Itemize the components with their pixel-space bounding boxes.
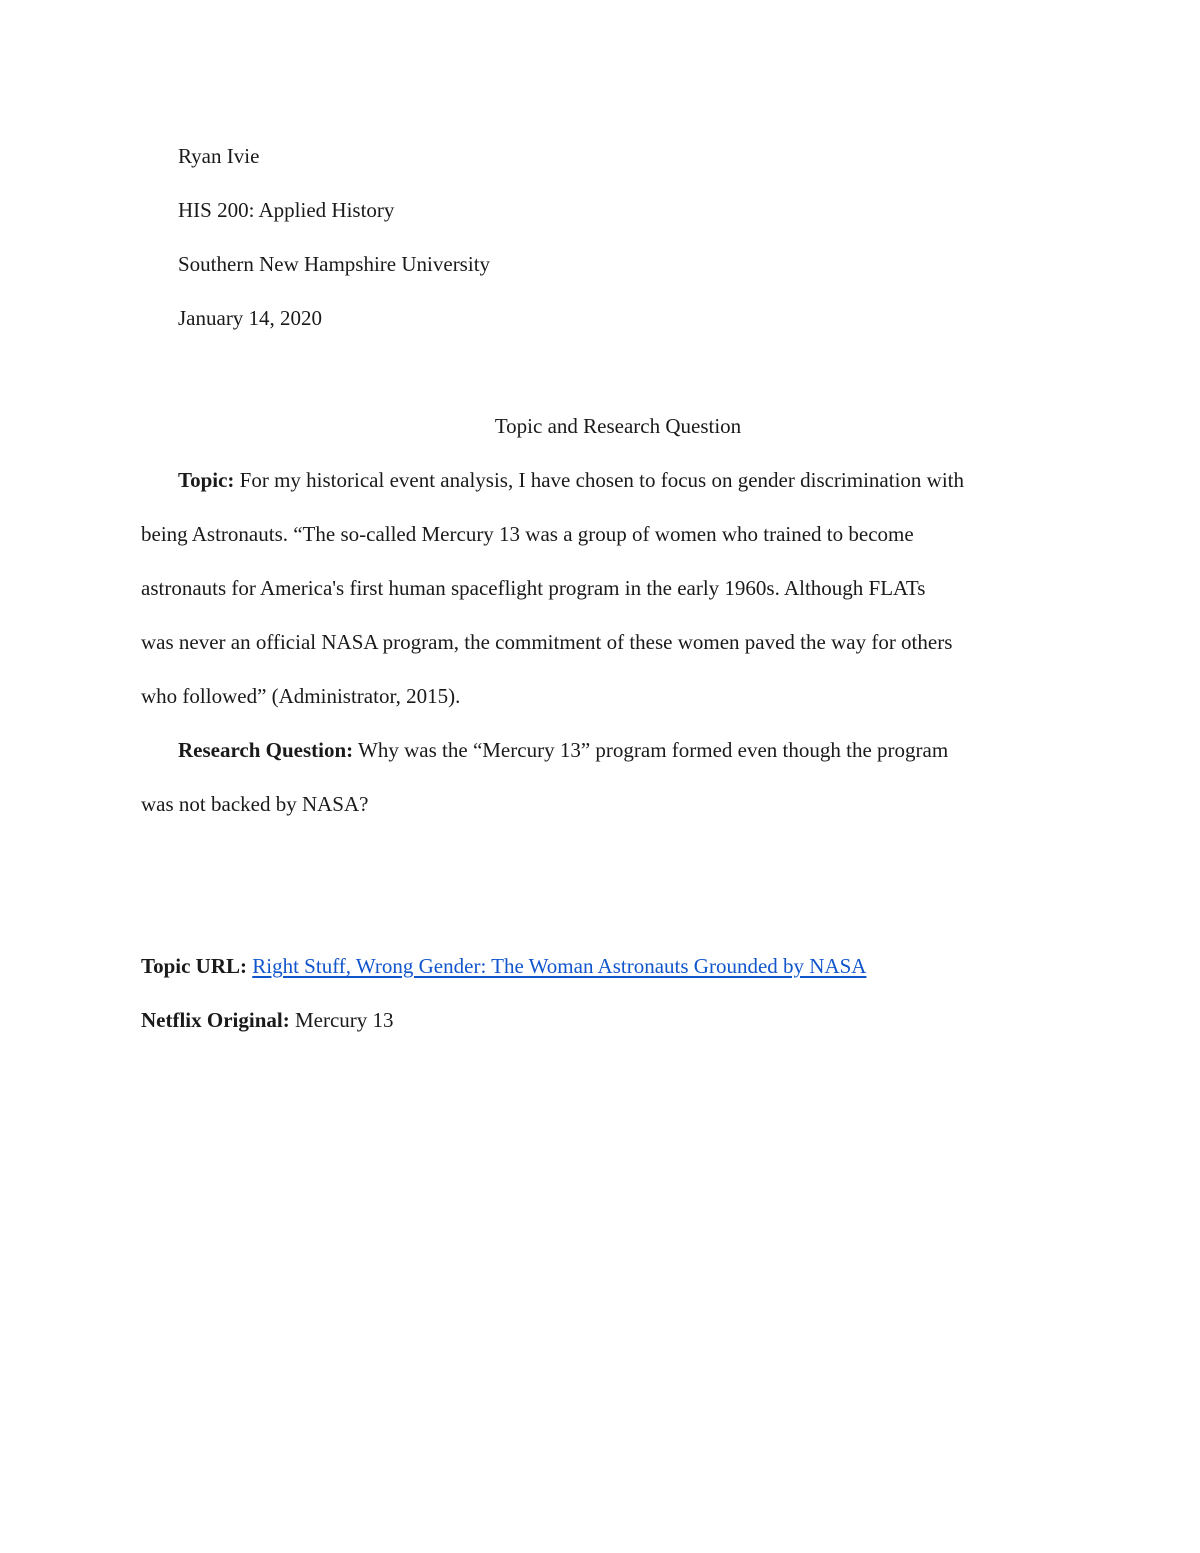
topic-line-3: astronauts for America's first human spaceflight program in the early 1960s. Although FLATs xyxy=(141,576,926,600)
topic-url-link[interactable]: Right Stuff, Wrong Gender: The Woman Astronauts Grounded by NASA xyxy=(252,954,867,978)
research-question-label: Research Question: xyxy=(178,738,354,762)
topic-line-5: who followed” (Administrator, 2015). xyxy=(141,684,461,708)
research-question-line-2: was not backed by NASA? xyxy=(141,792,369,816)
document-date: January 14, 2020 xyxy=(178,306,323,330)
document-title: Topic and Research Question xyxy=(494,414,742,438)
topic-line-2: being Astronauts. “The so-called Mercury 13 was a group of women who trained to become xyxy=(141,522,914,546)
topic-text: For my historical event analysis, I have chosen to focus on gender discrimination with xyxy=(234,468,965,492)
topic-line-4: was never an official NASA program, the commitment of these women paved the way for others xyxy=(141,630,953,654)
topic-line-1 xyxy=(178,470,964,491)
institution-name: Southern New Hampshire University xyxy=(178,252,491,276)
topic-url-line xyxy=(141,956,866,977)
netflix-value: Mercury 13 xyxy=(289,1008,394,1032)
netflix-label: Netflix Original: xyxy=(141,1008,290,1032)
netflix-line xyxy=(141,1010,394,1031)
topic-url-label: Topic URL: xyxy=(141,954,247,978)
research-question-line-1 xyxy=(178,740,948,761)
course-name: HIS 200: Applied History xyxy=(178,198,395,222)
topic-label: Topic: xyxy=(178,468,235,492)
author-name: Ryan Ivie xyxy=(178,144,260,168)
research-question-text: Why was the “Mercury 13” program formed even though the program xyxy=(353,738,949,762)
